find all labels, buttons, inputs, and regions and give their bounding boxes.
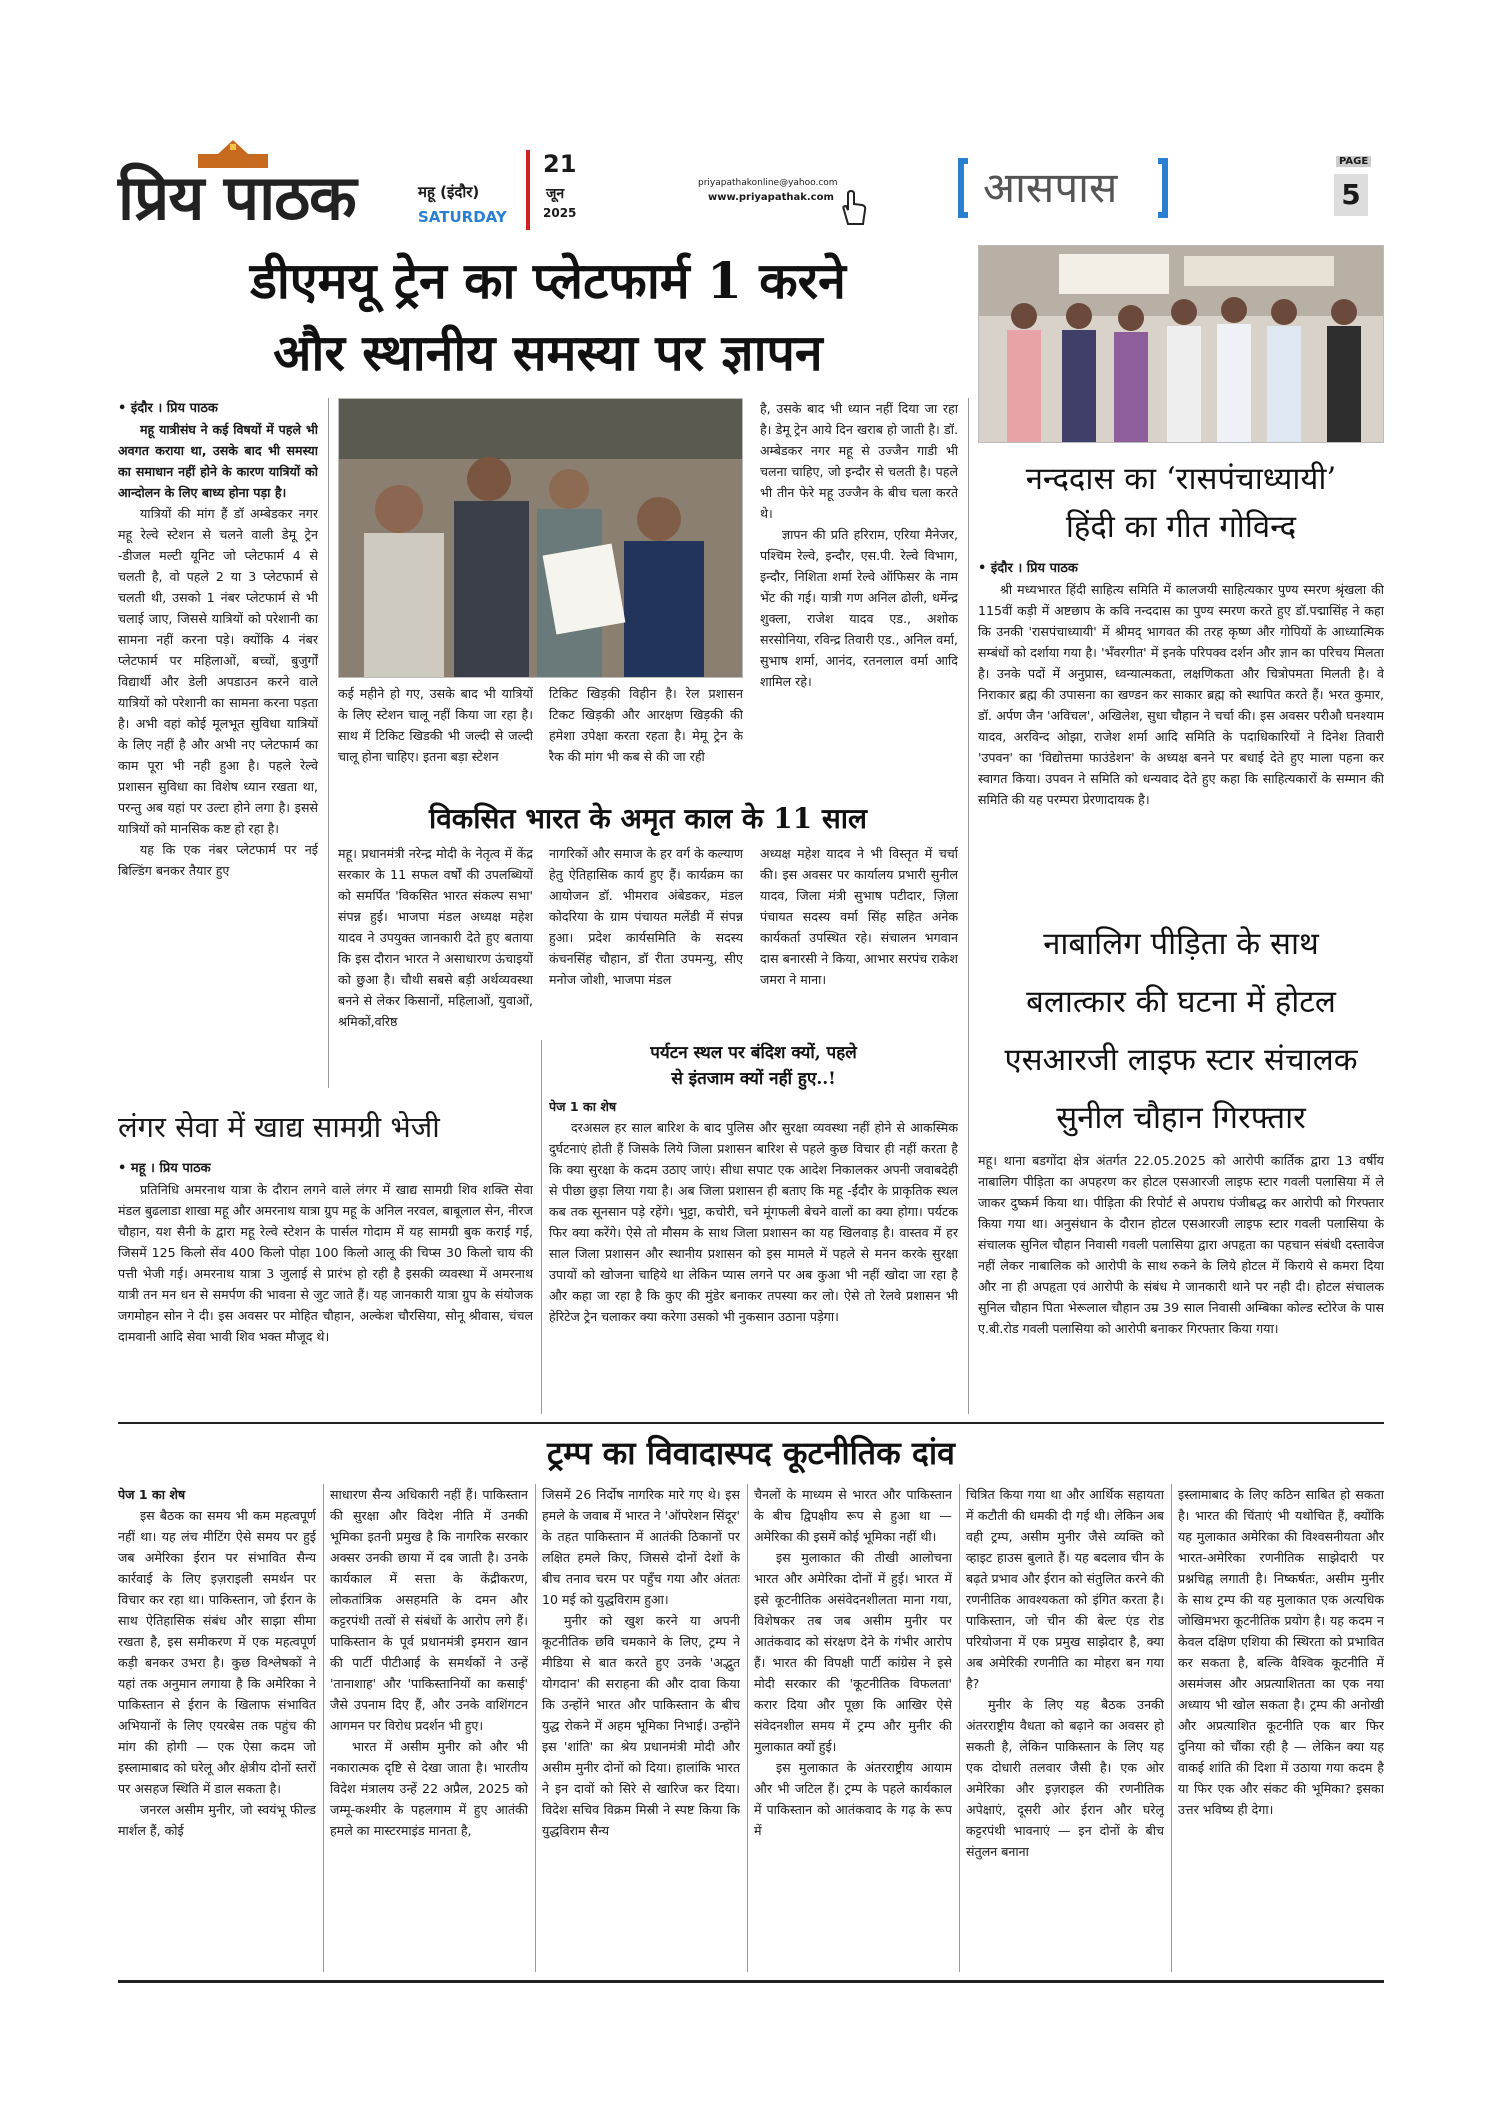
story7-col2b-text: भारत में असीम मुनीर को और भी नकारात्मक दृष्टि से देखा जाता है। भारतीय विदेश मंत्रालय उन्हें 22 अप्रैल, 2025 को जम्मू-कश्मीर के पहलगाम में हुए आतंकी हमले का मास्टरमाइंड मानता है, <box>330 1739 528 1838</box>
story5-body-text: दरअसल हर साल बारिश के बाद पुलिस और सुरक्षा व्यवस्था नहीं होने से आकस्मिक दुर्घटनाएं होती हैं जिसके लिये जिला प्रशासन बारिश से पहले कुछ विचार ही नहीं करता है कि क्या सुरक्षा के कदम उठाए जाएं। सीधा सपाट एक आदेश निकालकर अपनी जवाबदेही से पीछा छुड़ा लिया गया है। अब जिला प्रशासन ही बताए कि महू -ईंदौर के प्राकृतिक स्थल कब तक सूनसान पड़े रहेंगे। भुट्टा, कचोरी, चने मूंगफली बेचने वालों का क्या होगा। पर्यटक फिर क्या करेंगे। ऐसे तो मौसम के साथ जिला प्रशासन का यह खिलवाड़ है। वास्तव में हर साल जिला प्रशासन और स्थानीय प्रशासन को इस मामले में पहले से मनन करके सुरक्षा उपायों को खोजना चाहिये था लेकिन प्यास लगने पर अब कुआ भी नहीं खोदा जा रहा है और कहा जा रहा है कि कुए की मुंडेर बनाकर तपस्या कर लो। ऐसे तो रेलवे प्रशासन भी हेरिटेज ट्रेन चलाकर क्या करेगा उसको भी नुकसान उठाना पड़ेगा। <box>549 1120 958 1324</box>
story5-headline <box>549 1040 958 1092</box>
column-rule <box>328 398 329 1088</box>
story1-col2 <box>338 683 533 791</box>
memorandum-photo-image <box>339 399 743 678</box>
story1-intro: महू यात्रीसंघ ने कई विषयों में पहले भी अवगत कराया था, उसके बाद भी समस्या का समाधान नहीं होने के कारण यात्रियों को आन्दोलन के लिए बाध्य होना पड़ा है। <box>118 422 318 500</box>
story7-col3 <box>542 1484 740 1972</box>
story7-col3b-text: मुनीर को खुश करने या अपनी कूटनीतिक छवि चमकाने के लिए, ट्रम्प ने मीडिया से बात करते हुए उनके 'अद्भुत योगदान' की सराहना की और दावा किया कि उन्होंने भारत और पाकिस्तान के बीच युद्ध रोकने में अहम भूमिका निभाई। उन्होंने इस 'शांति' का श्रेय प्रधानमंत्री मोदी और असीम मुनीर दोनों को दिया। हालांकि भारत ने इन दावों को सिरे से खारिज कर दिया। विदेश सचिव विक्रम मिस्री ने स्पष्ट किया कि युद्धविराम सैन्य <box>542 1613 740 1838</box>
story7-col5 <box>966 1484 1164 1972</box>
section-bracket-left <box>958 158 968 218</box>
logo-text: प्रिय पाठक <box>118 161 356 234</box>
story3-col1-text: महू। प्रधानमंत्री नरेन्द्र मोदी के नेतृत्व में केंद्र सरकार के 11 सफल वर्षों की उपलब्धियों को समर्पित 'विकसित भारत संकल्प सभा' संपन्न हुई। भाजपा मंडल अध्यक्ष महेश यादव ने उपयुक्त जानकारी देते हुए बताया कि इस दौरान भारत ने असाधारण ऊंचाइयों को छुआ है। चौथी सबसे बड़ी अर्थव्यवस्था बनने से लेकर किसानों, महिलाओं, युवाओं, श्रमिकों,वरिष्ठ <box>338 846 533 1029</box>
story4-headline: लंगर सेवा में खाद्य सामग्री भेजी <box>118 1110 440 1144</box>
date-month: जून <box>546 186 565 202</box>
story2-photo <box>978 245 1384 443</box>
email-text: priyapathakonline@yahoo.com <box>698 178 838 188</box>
date-day: 21 <box>543 150 577 178</box>
story1-col4a-text: है, उसके बाद भी ध्यान नहीं दिया जा रहा है। डेमू ट्रेन आये दिन खराब हो जाती है। डॉ. अम्बेडकर नगर महू से उज्जैन गाडी भी चलना चाहिए, जो इन्दौर से चलती है। पहले भी तीन फेरे महू उज्जैन के बीच चला करते थे। <box>760 401 958 521</box>
story1-byline: • इंदौर । प्रिय पाठक <box>118 401 218 416</box>
story7-col2 <box>330 1484 528 1972</box>
story7-continued: पेज 1 का शेष <box>118 1487 186 1502</box>
story6-headline-line4: सुनील चौहान गिरफ्तार <box>1056 1100 1306 1136</box>
page-bottom-rule <box>118 1980 1384 1983</box>
story4-byline: • महू । प्रिय पाठक <box>118 1161 211 1176</box>
story5-headline-line2: से इंतजाम क्यों नहीं हुए..! <box>671 1069 836 1089</box>
story6-body <box>978 1150 1384 1414</box>
story3-col2 <box>549 843 743 1030</box>
story7-col1-text: इस बैठक का समय भी कम महत्वपूर्ण नहीं था। यह लंच मीटिंग ऐसे समय पर हुई जब अमेरिका ईरान पर संभावित सैन्य कार्रवाई के लिए इज़राइली समर्थन पर विचार कर रहा था। पाकिस्तान, जो ईरान के साथ ऐतिहासिक संबंध और साझा सीमा रखता है, इस समीकरण में एक महत्वपूर्ण कड़ी बनकर उभरा है। कुछ विश्लेषकों ने यहां तक अनुमान लगाया है कि अमेरिका ने पाकिस्तान से ईरान के खिलाफ संभावित अभियानों के लिए एयरबेस तक पहुंच की मांग की होगी — एक ऐसा कदम जो इस्लामाबाद को घरेलू और क्षेत्रीय दोनों स्तरों पर असहज स्थिति में डाल सकता है। <box>118 1508 316 1796</box>
story7-col1 <box>118 1484 316 1972</box>
story1-col1 <box>118 398 318 1098</box>
story2-byline: • इंदौर । प्रिय पाठक <box>978 561 1078 576</box>
story7-col1b-text: जनरल असीम मुनीर, जो स्वयंभू फील्ड मार्शल हैं, कोई <box>118 1802 316 1838</box>
masthead <box>118 140 1368 235</box>
section-title: आसपास <box>983 163 1118 212</box>
story2-body <box>978 558 1384 914</box>
story7-col3-text: जिसमें 26 निर्दोष नागरिक मारे गए थे। इस हमले के जवाब में भारत ने 'ऑपरेशन सिंदूर' के तहत पाकिस्तान में आतंकी ठिकानों पर लक्षित हमले किए, जिससे दोनों देशों के बीच तनाव चरम पर पहुँच गया और अंततः 10 मई को युद्धविराम हुआ। <box>542 1487 740 1607</box>
story4-body <box>118 1158 533 1414</box>
story1-headline-line1: डीएमयू ट्रेन का प्लेटफार्म 1 करने <box>250 251 846 310</box>
column-rule <box>968 398 969 1414</box>
story7-col5b-text: मुनीर के लिए यह बैठक उनकी अंतरराष्ट्रीय वैधता को बढ़ाने का अवसर हो सकती है, लेकिन पाकिस्तान के लिए यह एक दोधारी तलवार जैसी है। एक ओर अमेरिका और इज़राइल की रणनीतिक अपेक्षाएं, दूसरी ओर ईरान और घरेलू कट्टरपंथी भावनाएं — इन दोनों के बीच संतुलन बनाना <box>966 1697 1164 1859</box>
story6-headline-line3: एसआरजी लाइफ स्टार संचालक <box>1004 1042 1358 1078</box>
story4-body-text: प्रतिनिधि अमरनाथ यात्रा के दौरान लगने वाले लंगर में खाद्य सामग्री शिव शक्ति सेवा मंडल बुढलाडा शाखा महू और अमरनाथ यात्रा ग्रुप महू के अनिल नरवल, बाबूलाल सेन, नीरज चौहान, यश सैनी के द्वारा महू रेल्वे स्टेशन के पार्सल गोदाम में यह सामग्री बुक कराई गई, जिसमें 125 किलो सेंव 400 किलो पोहा 100 किलो आलू की चिप्स 30 किलो चाय की पत्ती भेजी गई। अमरनाथ यात्रा 3 जुलाई से प्रारंभ हो रही है इसकी व्यवस्था में अमरनाथ यात्री तन मन धन से समर्पण की भावना से जुट जाते हैं। यह जानकारी यात्रा ग्रुप के संयोजक जगमोहन सोन ने दी। इस अवसर पर मोहित चौहान, अल्केश चौरसिया, सोनू श्रीवास, चंचल दामवानी आदि सेवा भावी शिव भक्त मौजूद थे। <box>118 1182 533 1344</box>
masthead-red-divider <box>526 150 530 230</box>
website-link[interactable]: www.priyapathak.com <box>708 192 834 203</box>
story1-headline-line2: और स्थानीय समस्या पर ज्ञापन <box>273 323 823 382</box>
story3-col1 <box>338 843 533 1093</box>
event-photo-image <box>979 246 1384 443</box>
story2-headline-line1: नन्ददास का ‘रासपंचाध्यायी’ <box>1025 461 1337 497</box>
story7-col4b-text: इस मुलाकात की तीखी आलोचना भारत और अमेरिका दोनों में हुई। भारत में इसे कूटनीतिक असंवेदनशीलता माना गया, विशेषकर तब जब असीम मुनीर पर आतंकवाद को संरक्षण देने के गंभीर आरोप हैं। भारत की विपक्षी पार्टी कांग्रेस ने इसे मोदी सरकार की 'कूटनीतिक विफलता' करार दिया और पूछा कि आखिर ऐसे संवेदनशील समय में ट्रम्प और मुनीर की मुलाकात क्यों हुई। <box>754 1550 952 1754</box>
column-rule <box>323 1484 324 1972</box>
story1-col2-text: कई महीने हो गए, उसके बाद भी यात्रियों के लिए स्टेशन चालू नहीं किया जा रहा है। साथ में टिकिट खिडकी भी जल्दी से जल्दी चालू होना चाहिए। इतना बड़ा स्टेशन <box>338 686 533 764</box>
story7-col4c-text: इस मुलाकात के अंतरराष्ट्रीय आयाम और भी जटिल हैं। ट्रम्प के पहले कार्यकाल में पाकिस्तान को आतंकवाद के गढ़ के रूप में <box>754 1760 952 1838</box>
column-rule <box>959 1484 960 1972</box>
story7-col6 <box>1178 1484 1384 1972</box>
story2-headline-line2: हिंदी का गीत गोविन्द <box>1065 509 1297 545</box>
story7-col5-text: चित्रित किया गया था और आर्थिक सहायता में कटौती की धमकी दी गई थी। लेकिन अब वही ट्रम्प, असीम मुनीर जैसे व्यक्ति को व्हाइट हाउस बुलाते हैं। यह बदलाव चीन के बढ़ते प्रभाव और ईरान को संतुलित करने की रणनीतिक आवश्यकता को इंगित करता है। पाकिस्तान, जो चीन की बेल्ट एंड रोड परियोजना में एक प्रमुख साझेदार है, क्या अब अमेरिकी रणनीति का मोहरा बन गया है? <box>966 1487 1164 1691</box>
story1-headline <box>118 245 978 389</box>
section-bracket-right <box>1158 158 1168 218</box>
story6-headline <box>978 915 1384 1147</box>
story1-col4b-text: ज्ञापन की प्रति हरिराम, एरिया मैनेजर, पश्चिम रेल्वे, इन्दौर, एस.पी. रेल्वे विभाग, इन्दौर, निशिता शर्मा रेल्वे ऑफिसर के नाम भेंट की गई। यात्री गण अनिल ढोली, धर्मेन्द्र शुक्ला, राजेश यादव एड., अशोक सरसोनिया, रविन्द्र तिवारी एड., अनिल वर्मा, सुभाष शर्मा, आनंद, रतनलाल वर्मा आदि शामिल रहे। <box>760 527 958 689</box>
column-rule <box>1171 1484 1172 1972</box>
story7-col4 <box>754 1484 952 1972</box>
story7-col6-text: इस्लामाबाद के लिए कठिन साबित हो सकता है। भारत की चिंताएं भी यथोचित हैं, क्योंकि यह मुलाकात अमेरिका की विश्वसनीयता और भारत-अमेरिका रणनीतिक साझेदारी पर प्रश्नचिह्न लगाती है। निष्कर्षतः, असीम मुनीर के साथ ट्रम्प की यह मुलाकात एक अत्यधिक जोखिमभरा कूटनीतिक प्रयोग है। यह कदम न केवल दक्षिण एशिया की स्थिरता को प्रभावित कर सकता है, बल्कि वैश्विक कूटनीति में असमंजस और अप्रत्याशितता का एक नया अध्याय भी खोल सकता है। ट्रम्प की अनोखी और अप्रत्याशित कूटनीति एक बार फिर दुनिया को चौंका रही है — लेकिन क्या यह वाकई शांति की दिशा में उठाया गया कदम है या फिर एक और संकट की भूमिका? इसका उत्तर भविष्य ही देगा। <box>1178 1487 1384 1817</box>
hand-pointer-icon <box>838 190 868 226</box>
story1-col4 <box>760 398 958 794</box>
story3-col3 <box>760 843 958 1030</box>
story7-col2-text: साधारण सैन्य अधिकारी नहीं हैं। पाकिस्तान की सुरक्षा और विदेश नीति में उनकी भूमिका इतनी प्रमुख है कि नागरिक सरकार अक्सर उनकी छाया में दब जाती है। उनके कार्यकाल में सत्ता के केंद्रीकरण, लोकतांत्रिक असहमति के दमन और कट्टरपंथी तत्वों से संबंधों के आरोप लगे हैं। पाकिस्तान के पूर्व प्रधानमंत्री इमरान खान की पार्टी पीटीआई के समर्थकों ने उन्हें 'तानाशाह' और 'पाकिस्तानियों का कसाई' जैसे उपनाम दिए हैं, और उनके वाशिंगटन आगमन पर विरोध प्रदर्शन भी हुए। <box>330 1487 528 1733</box>
story7-col4-text: चैनलों के माध्यम से भारत और पाकिस्तान के बीच द्विपक्षीय रूप से हुआ था — अमेरिका की इसमें कोई भूमिका नहीं थी। <box>754 1487 952 1544</box>
story1-col3-text: टिकिट खिड़की विहीन है। रेल प्रशासन टिकट खिड़की और आरक्षण खिड़की की हमेशा उपेक्षा करता रहता है। मेमू ट्रेन के रैक की मांग भी कब से की जा रही <box>549 686 743 764</box>
column-rule <box>747 1484 748 1972</box>
story7-headline: ट्रम्प का विवादास्पद कूटनीतिक दांव <box>547 1434 955 1472</box>
story5-headline-line1: पर्यटन स्थल पर बंदिश क्यों, पहले <box>650 1043 857 1063</box>
story1-col1b-text: यह कि एक नंबर प्लेटफार्म पर नई बिल्डिंग बनकर तैयार हुए <box>118 842 318 878</box>
story3-col3-text: अध्यक्ष महेश यादव ने भी विस्तृत में चर्चा की। इस अवसर पर कार्यालय प्रभारी सुनील यादव, जिला मंत्री सुभाष पटीदार, ज़िला पंचायत सदस्य वर्मा सिंह सहित अनेक कार्यकर्ता उपस्थित रहे। संचालन भगवान दास बनारसी ने किया, आभार सरपंच राकेश जमरा ने माना। <box>760 846 958 987</box>
story5-body <box>549 1096 958 1414</box>
page-label: PAGE <box>1336 156 1371 167</box>
column-rule <box>535 1484 536 1972</box>
weekday: SATURDAY <box>418 208 507 226</box>
story5-continued: पेज 1 का शेष <box>549 1099 617 1114</box>
story6-headline-line2: बलात्कार की घटना में होटल <box>1026 984 1336 1020</box>
story1-photo <box>338 398 743 678</box>
story3-headline: विकसित भारत के अमृत काल के 11 साल <box>428 802 868 835</box>
story7-top-rule <box>118 1422 1384 1424</box>
story6-headline-line1: नाबालिग पीड़िता के साथ <box>1043 926 1319 962</box>
story3-col2-text: नागरिकों और समाज के हर वर्ग के कल्याण हेतु ऐतिहासिक कार्य हुए हैं। कार्यक्रम का आयोजन डॉ. भीमराव अंबेडकर, मंडल कोदरिया के ग्राम पंचायत मलेंडी में संपन्न हुआ। प्रदेश कार्यसमिति के सदस्य कंचनसिंह चौहान, डॉ रीता उपमन्यु, सीए मनोज जोशी, भाजपा मंडल <box>549 846 743 987</box>
story2-headline <box>978 455 1384 551</box>
page-number: 5 <box>1334 174 1368 216</box>
story2-body-text: श्री मध्यभारत हिंदी साहित्य समिति में कालजयी साहित्यकार पुण्य स्मरण श्रृंखला की 115वीं कड़ी में अष्टछाप के कवि नन्ददास का पुण्य स्मरण करते हुए डॉ.पद्मासिंह ने कहा कि उनकी 'रासपंचाध्यायी' में श्रीमद् भागवत की तरह कृष्ण और गोपियों के आध्यात्मिक सम्बंधों को दर्शाया गया है। 'भँवरगीत' में इनके परिपक्व दर्शन और ज्ञान का परिचय मिलता है। उनके पदों में अनुप्रास, ध्वन्यात्मकता, लक्षणिकता और चित्रोपमता मिलती है। वे निराकार ब्रह्म की उपासना का खण्डन कर साकार ब्रह्म को स्थापित करते हैं। भरत कुमार, डॉ. अर्पण जैन 'अविचल', अखिलेश, सुधा चौहान ने चर्चा की। इस अवसर परीऔ घनश्याम यादव, अरविन्द ओझा, राजेश शर्मा आदि समिति के पदाधिकारियों ने दिनेश तिवारी 'उपवन' का 'विद्योत्तमा फाउंडेशन' के अध्यक्ष बनने पर बधाई देते हुए माला पहना कर स्वागत किया। उपवन ने समिति को धन्यवाद देते हुए कहा कि साहित्यकारों के सम्मान की समिति की यह परम्परा प्रेरणादायक है। <box>978 582 1384 807</box>
story6-body-text: महू। थाना बडगोंदा क्षेत्र अंतर्गत 22.05.2025 को आरोपी कार्तिक द्वारा 13 वर्षीय नाबालिग पीड़िता का अपहरण कर होटल एसआरजी लाइफ स्टार गवली पलासिया में ले जाकर दुष्कर्म किया था। पीड़िता की रिपोर्ट से अपराध पंजीबद्ध कर आरोपी को गिरफ्तार किया गया था। अनुसंधान के दौरान होटल एसआरजी लाइफ स्टार गवली पलासिया के संचालक सुनिल चौहान निवासी गवली पलासिया द्वारा अपहृता का पहचान संबंधी दस्तावेज नहीं लेकर नाबालिक को आरोपी के साथ रुकने के लिये होटल में किराये से कमरा दिया और ना ही अपहृता एवं आरोपी के संबंध मे जानकारी थाने पर नही दी। होटल संचालक सुनिल चौहान पिता भेरूलाल चौहान उम्र 39 साल निवासी अम्बिका कोल्ड स्टोरेज के पास ए.बी.रोड गवली पलासिया को आरोपी बनाकर गिरफ्तार किया गया। <box>978 1153 1384 1336</box>
logo <box>118 140 358 235</box>
story1-col3 <box>549 683 743 791</box>
column-rule <box>541 1040 542 1414</box>
story1-col1-text: यात्रियों की मांग हैं डॉ अम्बेडकर नगर महू रेल्वे स्टेशन से चलने वाली डेमू ट्रेन -डीजल मल्टी यूनिट जो प्लेटफार्म 4 से चलती है, वो पहले 2 या 3 प्लेटफार्म से चलती थी, उसको 1 नंबर प्लेटफार्म से भी चलाई जाए, जिससे यात्रियों को परेशानी का सामना नहीं करना पड़े। क्योंकि 4 नंबर प्लेटफार्म पर महिलाओं, बच्चों, बुजुर्गों विद्यार्थी और डेली अपडाउन करने वाले यात्रियों को परेशानी का सामना करना पड़ता है। अभी वहां कोई मूलभूत सुविधा यात्रियों के लिए नहीं है और अभी नए प्लेटफार्म का काम पूरा भी नही हुआ है। पहले रेल्वे प्रशासन सुविधा का विशेष ध्यान रखता था, परन्तु अब यहां पर उल्टा होने लगा है। इससे यात्रियों को मानसिक कष्ट हो रहा है। <box>118 506 318 836</box>
edition-city: महू (इंदौर) <box>418 183 480 201</box>
date-year: 2025 <box>543 206 577 220</box>
